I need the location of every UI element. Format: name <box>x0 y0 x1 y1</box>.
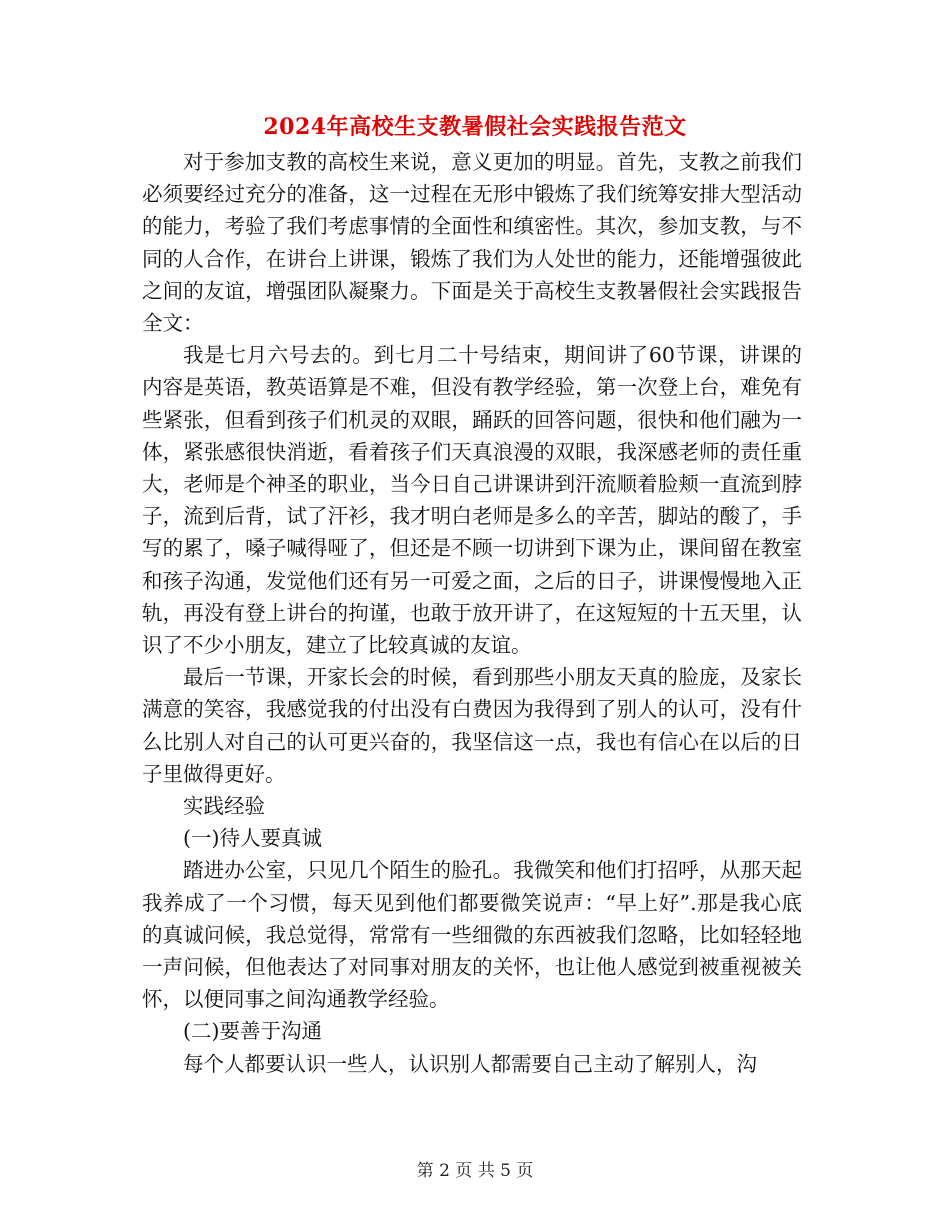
paragraph-intro: 对于参加支教的高校生来说，意义更加的明显。首先，支教之前我们必须要经过充分的准备，这一过程在无形中锻炼了我们统筹安排大型活动的能力，考验了我们考虑事情的全面性和缜密性。其次，参加支教，与不同的人合作，在讲台上讲课，锻炼了我们为人处世的能力，还能增强彼此之间的友谊，增强团队凝聚力。下面是关于高校生支教暑假社会实践报告全文： <box>142 150 802 336</box>
subheading-sincerity: (一)待人要真诚 <box>183 826 322 851</box>
subheading-communication: (二)要善于沟通 <box>183 1019 322 1044</box>
section-heading-experience: 实践经验 <box>183 794 265 819</box>
page-number-footer: 第 2 页 共 5 页 <box>416 1161 534 1181</box>
paragraph-communication: 每个人都要认识一些人，认识别人都需要自己主动了解别人，沟 <box>183 1051 757 1076</box>
paragraph-last-class: 最后一节课，开家长会的时候，看到那些小朋友天真的脸庞，及家长满意的笑容，我感觉我的付出没有白费因为我得到了别人的认可，没有什么比别人对自己的认可更兴奋的，我坚信这一点，我也有信心在以后的日子里做得更好。 <box>142 665 802 786</box>
paragraph-office: 踏进办公室，只见几个陌生的脸孔。我微笑和他们打招呼，从那天起我养成了一个习惯，每天见到他们都要微笑说声：“早上好”.那是我心底的真诚问候，我总觉得，常常有一些细微的东西被我们忽略，比如轻轻地一声问候，但他表达了对同事对朋友的关怀，也让他人感觉到被重视被关怀，以便同事之间沟通教学经验。 <box>142 858 802 1012</box>
paragraph-teaching: 我是七月六号去的。到七月二十号结束，期间讲了60节课，讲课的内容是英语，教英语算是不难，但没有教学经验，第一次登上台，难免有些紧张，但看到孩子们机灵的双眼，踊跃的回答问题，很快和他们融为一体，紧张感很快消逝，看着孩子们天真浪漫的双眼，我深感老师的责任重大，老师是个神圣的职业，当今日自己讲课讲到汗流顺着脸颊一直流到脖子，流到后背，试了汗衫，我才明白老师是多么的辛苦，脚站的酸了，手写的累了，嗓子喊得哑了，但还是不顾一切讲到下课为止，课间留在教室和孩子沟通，发觉他们还有另一可爱之面，之后的日子，讲课慢慢地入正轨，再没有登上讲台的拘谨，也敢于放开讲了，在这短短的十五天里，认识了不少小朋友，建立了比较真诚的友谊。 <box>142 343 802 658</box>
document-body <box>142 146 802 1080</box>
document-title: 2024年高校生支教暑假社会实践报告范文 <box>263 114 687 140</box>
